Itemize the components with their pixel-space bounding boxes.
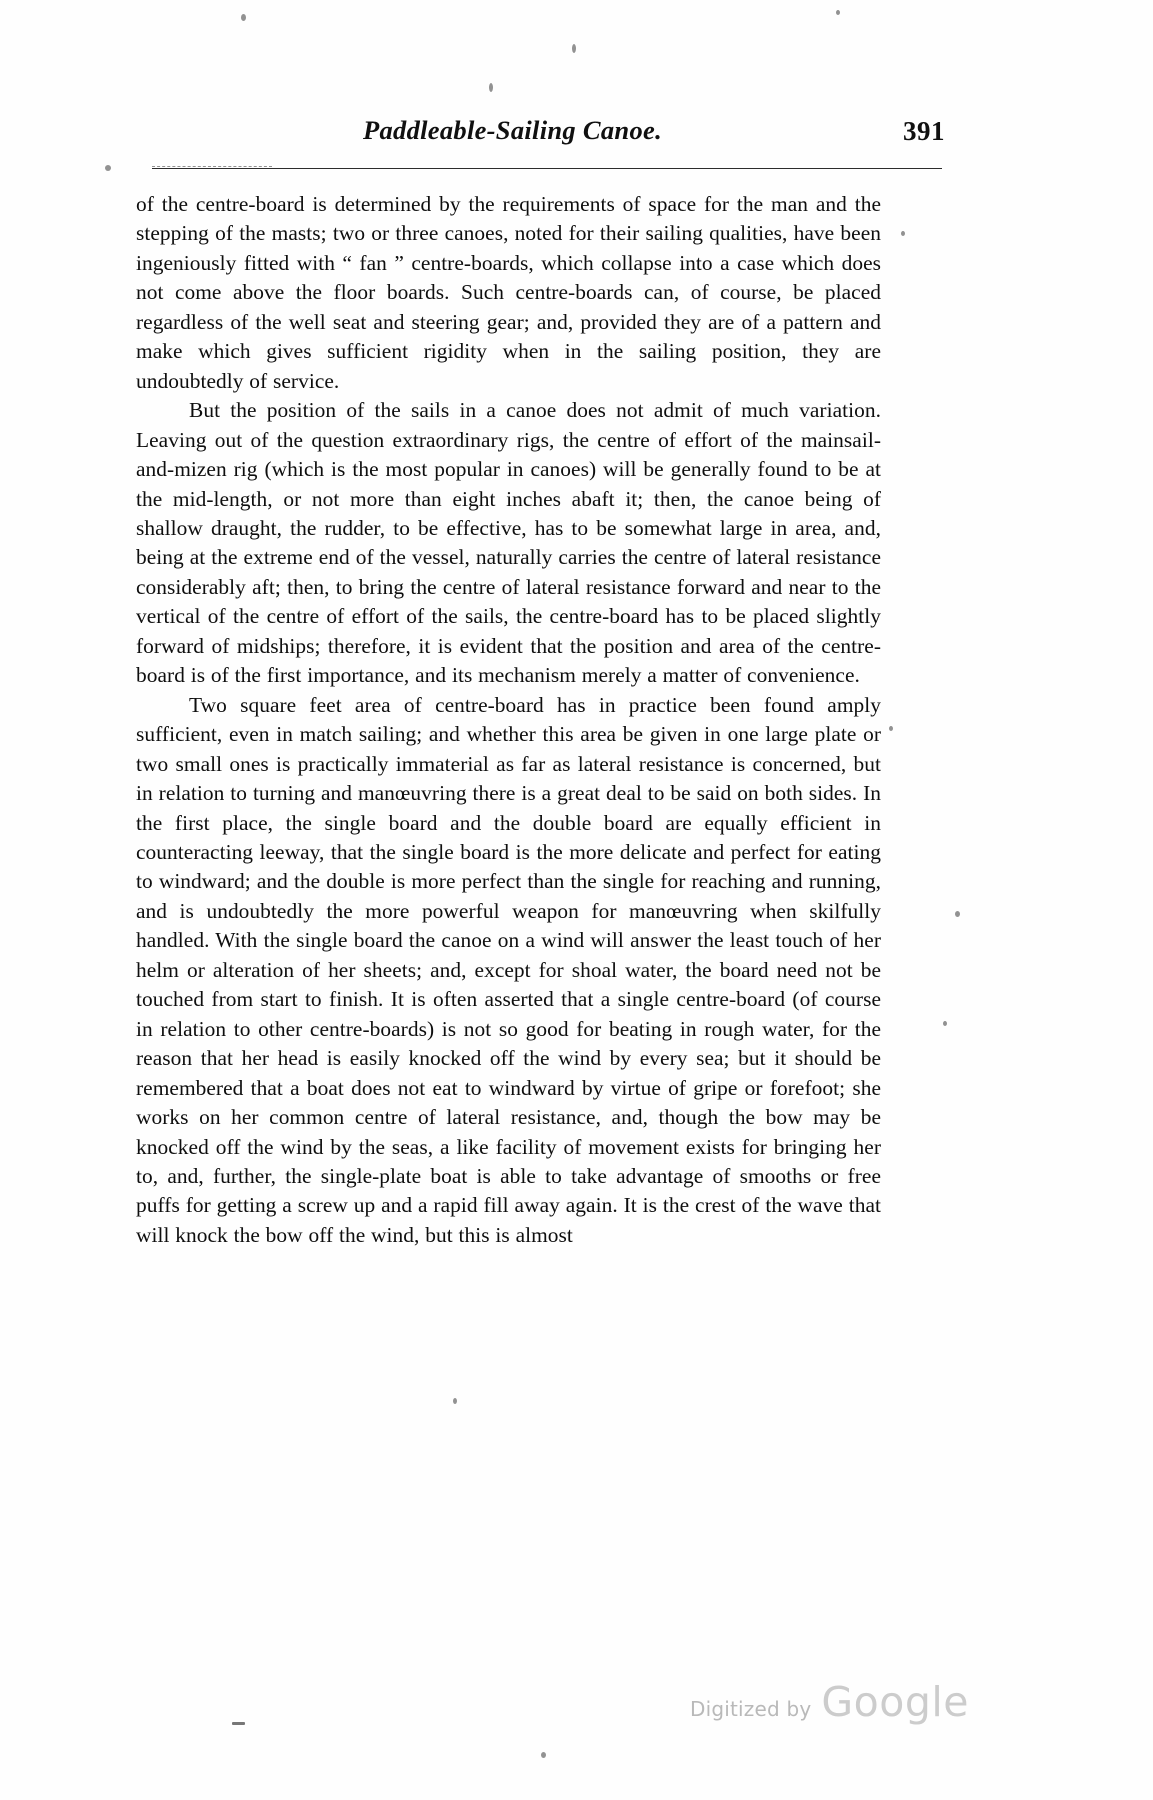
paragraph: Two square feet area of centre-board has in practice been found amply sufficient, even in match sailing; and whether this area be given in one large plate or two small ones is practically immaterial as far as lateral resistance is concerned, but in relation to turning and manœuvring there is a great deal to be said on both sides. In the first place, the single board and the double board are equally efficient in counteracting leeway, that the single board is the more delicate and perfect for eating to windward; and the double is more perfect than the single for reaching and running, and is undoubtedly the more powerful weapon for manœuvring when skilfully handled. With the single board the canoe on a wind will answer the least touch of her helm or alteration of her sheets; and, except for shoal water, the board need not be touched from start to finish. It is often asserted that a single centre-board (of course in relation to other centre-boards) is not so good for beating in rough water, for the reason that her head is easily knocked off the wind by every sea; but it should be remembered that a boat does not eat to windward by virtue of gripe or forefoot; she works on her common centre of lateral resistance, and, though the bow may be knocked off the wind by the seas, a like facility of movement exists for bringing her to, and, further, the single-plate boat is able to take advantage of smooths or free puffs for getting a screw up and a rapid fill away again. It is the crest of the wave that will knock the bow off the wind, but this is almost <box>136 692 881 1247</box>
scan-speck <box>105 165 111 171</box>
page-title: Paddleable-Sailing Canoe. <box>363 115 662 145</box>
scan-speck <box>489 83 493 92</box>
scan-speck <box>836 10 840 15</box>
scan-speck <box>955 911 960 917</box>
scan-edge-mark <box>232 1722 245 1725</box>
google-logo-wordmark: Google <box>821 1678 969 1726</box>
scan-speck <box>943 1021 947 1026</box>
header-divider-rule-broken-segment <box>152 166 272 167</box>
running-head <box>135 115 945 163</box>
paragraph: But the position of the sails in a canoe does not admit of much variation. Leaving out of the question extraordinary rigs, the centre of effort of the mainsail-and-mizen rig (which is the most popular in canoes) will be generally found to be at the mid-length, or not more than eight inches abaft it; then, the canoe being of shallow draught, the rudder, to be effective, has to be somewhat large in area, and, being at the extreme end of the vessel, naturally carries the centre of lateral resistance considerably aft; then, to bring the centre of lateral resistance forward and near to the vertical of the centre of effort of the sails, the centre-board has to be placed slightly forward of midships; therefore, it is evident that the position and area of the centre-board is of the first importance, and its mechanism merely a matter of convenience. <box>136 398 881 688</box>
header-divider-rule <box>152 168 942 169</box>
page-number: 391 <box>903 116 945 146</box>
scan-speck <box>901 231 905 236</box>
digitization-watermark <box>690 1678 969 1726</box>
scan-speck <box>572 44 576 53</box>
scan-speck <box>241 14 246 21</box>
scan-speck <box>453 1398 457 1404</box>
body-text-block <box>136 190 881 1250</box>
scan-speck <box>541 1752 546 1758</box>
paragraph: of the centre-board is determined by the requirements of space for the man and the stepping of the masts; two or three canoes, noted for their sailing qualities, have been ingeniously fitted with “ fan ” centre-boards, which collapse into a case which does not come above the floor boards. Such centre-boards can, of course, be placed regardless of the well seat and steering gear; and, provided they are of a pattern and make which gives sufficient rigidity when in the sailing position, they are undoubtedly of service. <box>136 192 881 393</box>
scan-speck <box>889 726 893 731</box>
watermark-prefix-text: Digitized by <box>690 1697 812 1721</box>
